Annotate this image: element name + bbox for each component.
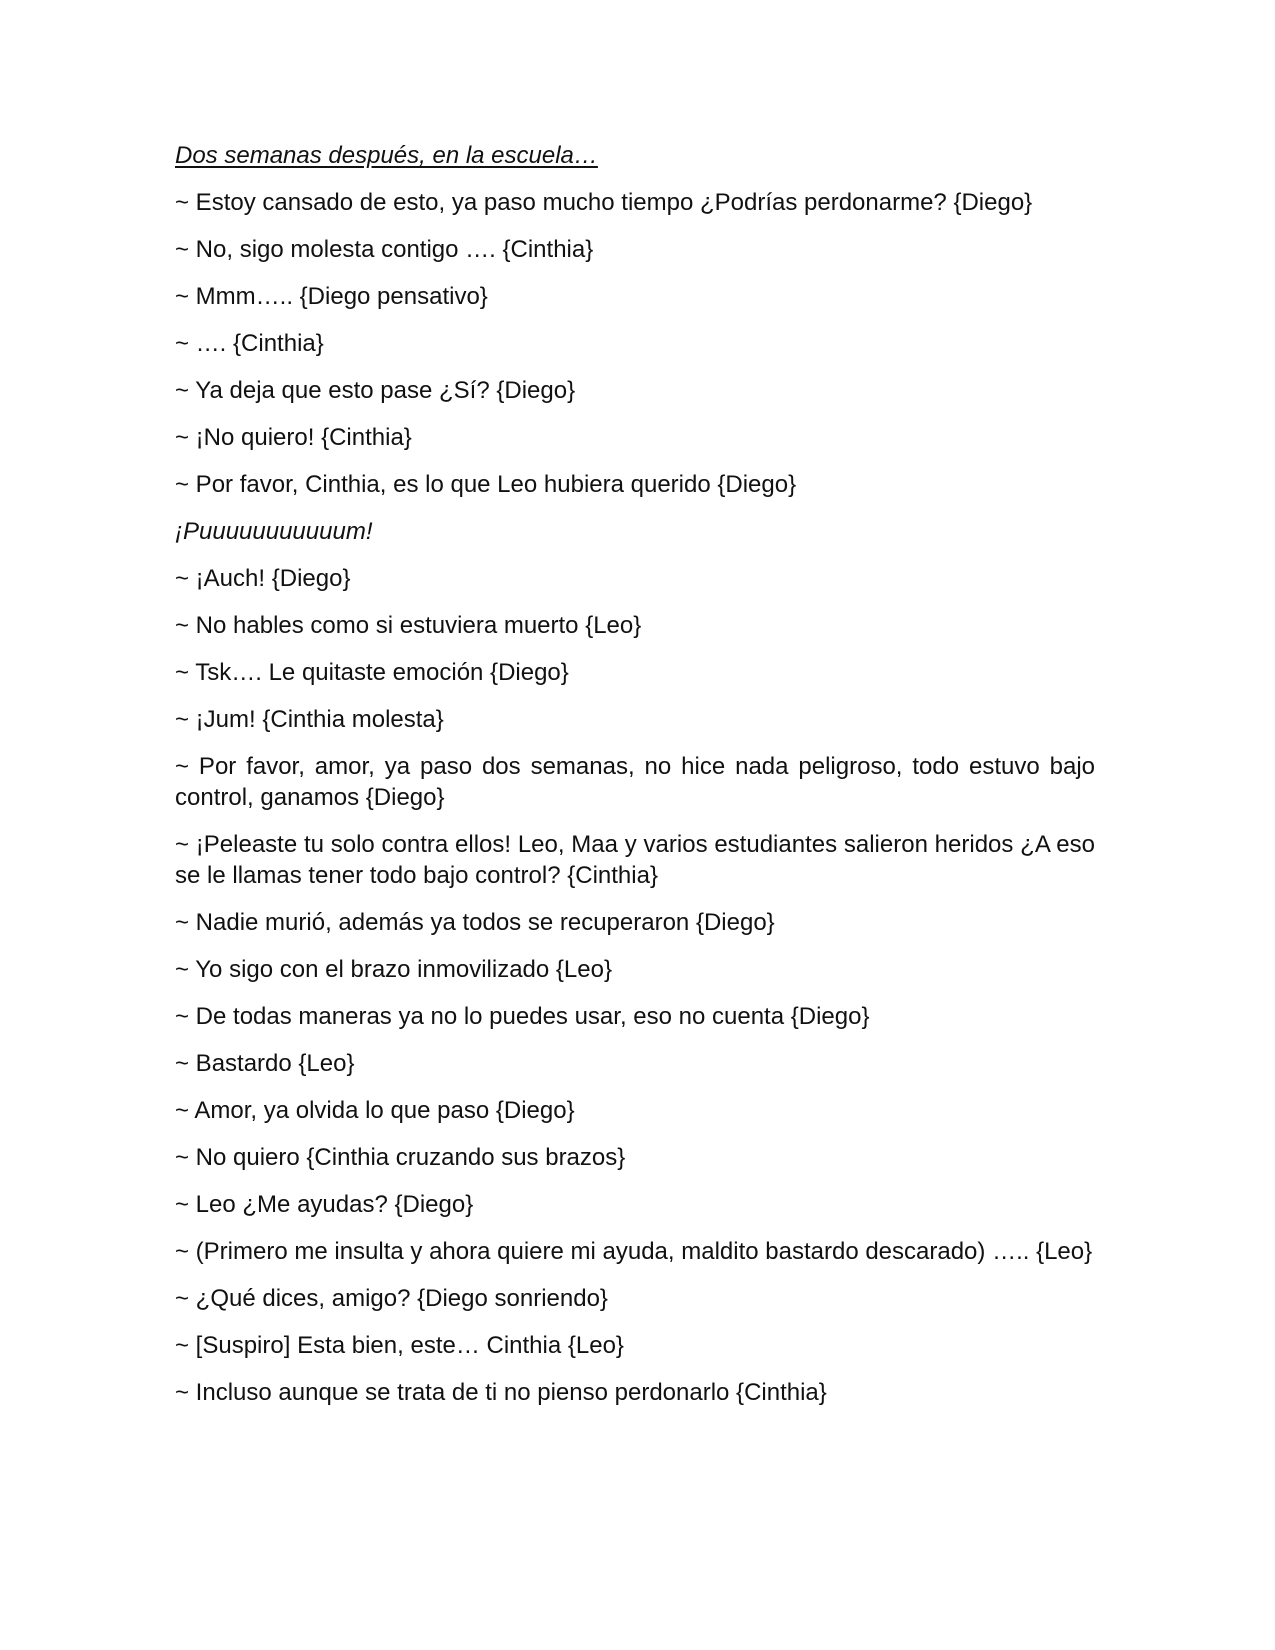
dialogue-line: ~ ¡Peleaste tu solo contra ellos! Leo, Maa y varios estudiantes salieron heridos ¿A eso se le llamas tener todo bajo control? {Cinthia} (175, 831, 1095, 889)
dialogue-line: ~ Incluso aunque se trata de ti no pienso perdonarlo {Cinthia} (175, 1379, 827, 1406)
dialogue-line: ~ Nadie murió, además ya todos se recuperaron {Diego} (175, 909, 775, 936)
dialogue-line: ~ (Primero me insulta y ahora quiere mi ayuda, maldito bastardo descarado) ….. {Leo} (175, 1238, 1093, 1265)
dialogue-line: ~ ¡Auch! {Diego} (175, 565, 351, 592)
dialogue-line: ~ Ya deja que esto pase ¿Sí? {Diego} (175, 377, 576, 404)
dialogue-line: ~ ¡No quiero! {Cinthia} (175, 424, 412, 451)
document-page (175, 140, 1095, 1424)
dialogue-line: ~ Amor, ya olvida lo que paso {Diego} (175, 1097, 575, 1124)
dialogue-line: ~ Por favor, Cinthia, es lo que Leo hubiera querido {Diego} (175, 471, 797, 498)
dialogue-line: ~ Por favor, amor, ya paso dos semanas, no hice nada peligroso, todo estuvo bajo control, ganamos {Diego} (175, 753, 1095, 811)
dialogue-line: ~ No quiero {Cinthia cruzando sus brazos} (175, 1144, 626, 1171)
dialogue-line: ~ [Suspiro] Esta bien, este… Cinthia {Leo} (175, 1332, 624, 1359)
dialogue-line: ~ No hables como si estuviera muerto {Leo} (175, 612, 642, 639)
dialogue-line: ~ Estoy cansado de esto, ya paso mucho tiempo ¿Podrías perdonarme? {Diego} (175, 189, 1033, 216)
dialogue-line: ~ Tsk…. Le quitaste emoción {Diego} (175, 659, 569, 686)
dialogue-line: ~ Yo sigo con el brazo inmovilizado {Leo} (175, 956, 612, 983)
dialogue-line: ~ Leo ¿Me ayudas? {Diego} (175, 1191, 474, 1218)
dialogue-line: ~ De todas maneras ya no lo puedes usar, eso no cuenta {Diego} (175, 1003, 870, 1030)
dialogue-line: ~ ¿Qué dices, amigo? {Diego sonriendo} (175, 1285, 608, 1312)
dialogue-line: ~ …. {Cinthia} (175, 330, 324, 357)
sound-effect: ¡Puuuuuuuuuuum! (175, 518, 373, 545)
scene-heading: Dos semanas después, en la escuela… (175, 142, 598, 169)
dialogue-line: ~ Bastardo {Leo} (175, 1050, 355, 1077)
dialogue-line: ~ ¡Jum! {Cinthia molesta} (175, 706, 444, 733)
dialogue-line: ~ No, sigo molesta contigo …. {Cinthia} (175, 236, 594, 263)
dialogue-line: ~ Mmm….. {Diego pensativo} (175, 283, 488, 310)
